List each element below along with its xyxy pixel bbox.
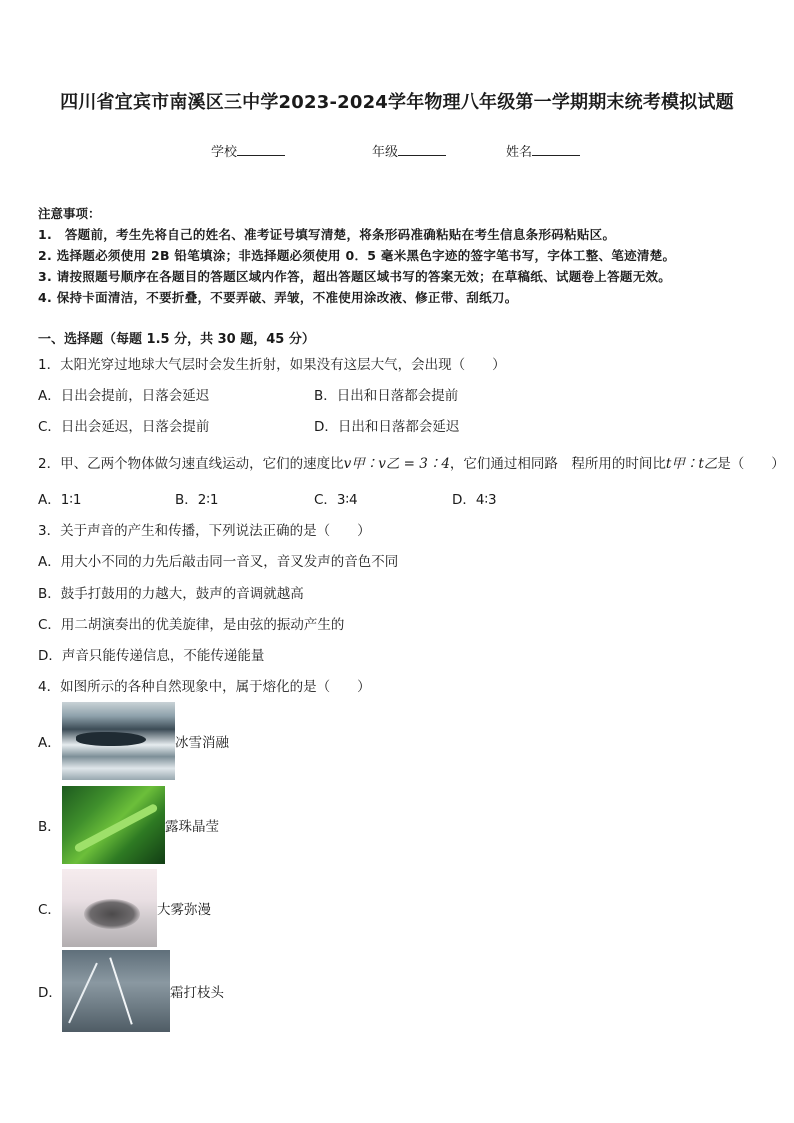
note-item: 3. 请按照题号顺序在各题目的答题区域内作答，超出答题区域书写的答案无效；在草稿纸、试题卷上答题无效。 bbox=[38, 269, 672, 284]
name-label: 姓名 bbox=[506, 145, 533, 160]
school-blank[interactable] bbox=[237, 143, 285, 156]
option-caption: 冰雪消融 bbox=[175, 735, 229, 751]
fog-image bbox=[62, 869, 157, 947]
note-item: 1. 答题前，考生先将自己的姓名、准考证号填写清楚，将条形码准确粘贴在考生信息条形码粘贴区。 bbox=[38, 227, 616, 242]
notes-heading: 注意事项： bbox=[38, 206, 101, 221]
option-letter: D． bbox=[38, 985, 62, 1001]
school-label: 学校 bbox=[211, 145, 238, 160]
q2-option-b[interactable]: B．2∶1 bbox=[175, 492, 219, 508]
q3-option-b[interactable]: B．鼓手打鼓用的力越大，鼓声的音调就越高 bbox=[38, 586, 304, 602]
option-caption: 大雾弥漫 bbox=[157, 902, 211, 918]
exam-title: 四川省宜宾市南溪区三中学2023-2024学年物理八年级第一学期期末统考模拟试题 bbox=[60, 92, 734, 113]
option-letter: B． bbox=[38, 819, 61, 835]
melting-snow-image bbox=[62, 702, 175, 780]
q2-stem-part-a: 2．甲、乙两个物体做匀速直线运动，它们的速度比 bbox=[38, 456, 344, 472]
q2-option-c[interactable]: C．3∶4 bbox=[314, 492, 358, 508]
school-field[interactable] bbox=[211, 141, 285, 160]
q2-stem-part-b: ，它们通过相同路 程所用的时间比 bbox=[449, 456, 666, 472]
notes-block bbox=[38, 203, 675, 308]
question-4-stem: 4．如图所示的各种自然现象中，属于熔化的是（ ） bbox=[38, 679, 371, 695]
q4-option-a[interactable] bbox=[38, 702, 229, 780]
dew-drops-image bbox=[62, 786, 165, 864]
grade-label: 年级 bbox=[372, 145, 399, 160]
q1-option-b[interactable]: B．日出和日落都会提前 bbox=[314, 388, 459, 404]
note-item: 2. 选择题必须使用 2B 铅笔填涂；非选择题必须使用 0．5 毫米黑色字迹的签字笔书写，字体工整、笔迹清楚。 bbox=[38, 248, 676, 263]
option-letter: C． bbox=[38, 902, 61, 918]
question-2-stem bbox=[38, 452, 785, 472]
q3-option-a[interactable]: A．用大小不同的力先后敲击同一音叉，音叉发声的音色不同 bbox=[38, 554, 399, 570]
grade-field[interactable] bbox=[372, 141, 446, 160]
option-caption: 霜打枝头 bbox=[170, 985, 224, 1001]
section-heading: 一、选择题（每题 1.5 分，共 30 题，45 分） bbox=[38, 332, 315, 347]
q3-option-d[interactable]: D．声音只能传递信息，不能传递能量 bbox=[38, 648, 265, 664]
q4-option-d[interactable] bbox=[38, 950, 224, 1032]
option-letter: A． bbox=[38, 735, 61, 751]
q3-option-c[interactable]: C．用二胡演奏出的优美旋律，是由弦的振动产生的 bbox=[38, 617, 345, 633]
q4-option-c[interactable] bbox=[38, 869, 211, 947]
q2-time-ratio: t甲∶t乙 bbox=[665, 456, 718, 472]
question-3-stem: 3．关于声音的产生和传播，下列说法正确的是（ ） bbox=[38, 523, 371, 539]
q2-speed-ratio: v甲∶v乙 = 3∶4 bbox=[343, 456, 450, 472]
q1-option-a[interactable]: A．日出会提前，日落会延迟 bbox=[38, 388, 210, 404]
q4-option-b[interactable] bbox=[38, 786, 219, 864]
q2-option-a[interactable]: A．1∶1 bbox=[38, 492, 82, 508]
name-field[interactable] bbox=[506, 141, 580, 160]
q2-option-d[interactable]: D．4∶3 bbox=[452, 492, 497, 508]
grade-blank[interactable] bbox=[398, 143, 446, 156]
q1-option-d[interactable]: D．日出和日落都会延迟 bbox=[314, 419, 460, 435]
question-1-stem: 1．太阳光穿过地球大气层时会发生折射，如果没有这层大气，会出现（ ） bbox=[38, 357, 506, 373]
name-blank[interactable] bbox=[532, 143, 580, 156]
q2-stem-part-c: 是（ ） bbox=[717, 456, 785, 472]
option-caption: 露珠晶莹 bbox=[165, 819, 219, 835]
note-item: 4. 保持卡面清洁，不要折叠，不要弄破、弄皱，不准使用涂改液、修正带、刮纸刀。 bbox=[38, 290, 518, 305]
frost-branches-image bbox=[62, 950, 170, 1032]
q1-option-c[interactable]: C．日出会延迟，日落会提前 bbox=[38, 419, 210, 435]
